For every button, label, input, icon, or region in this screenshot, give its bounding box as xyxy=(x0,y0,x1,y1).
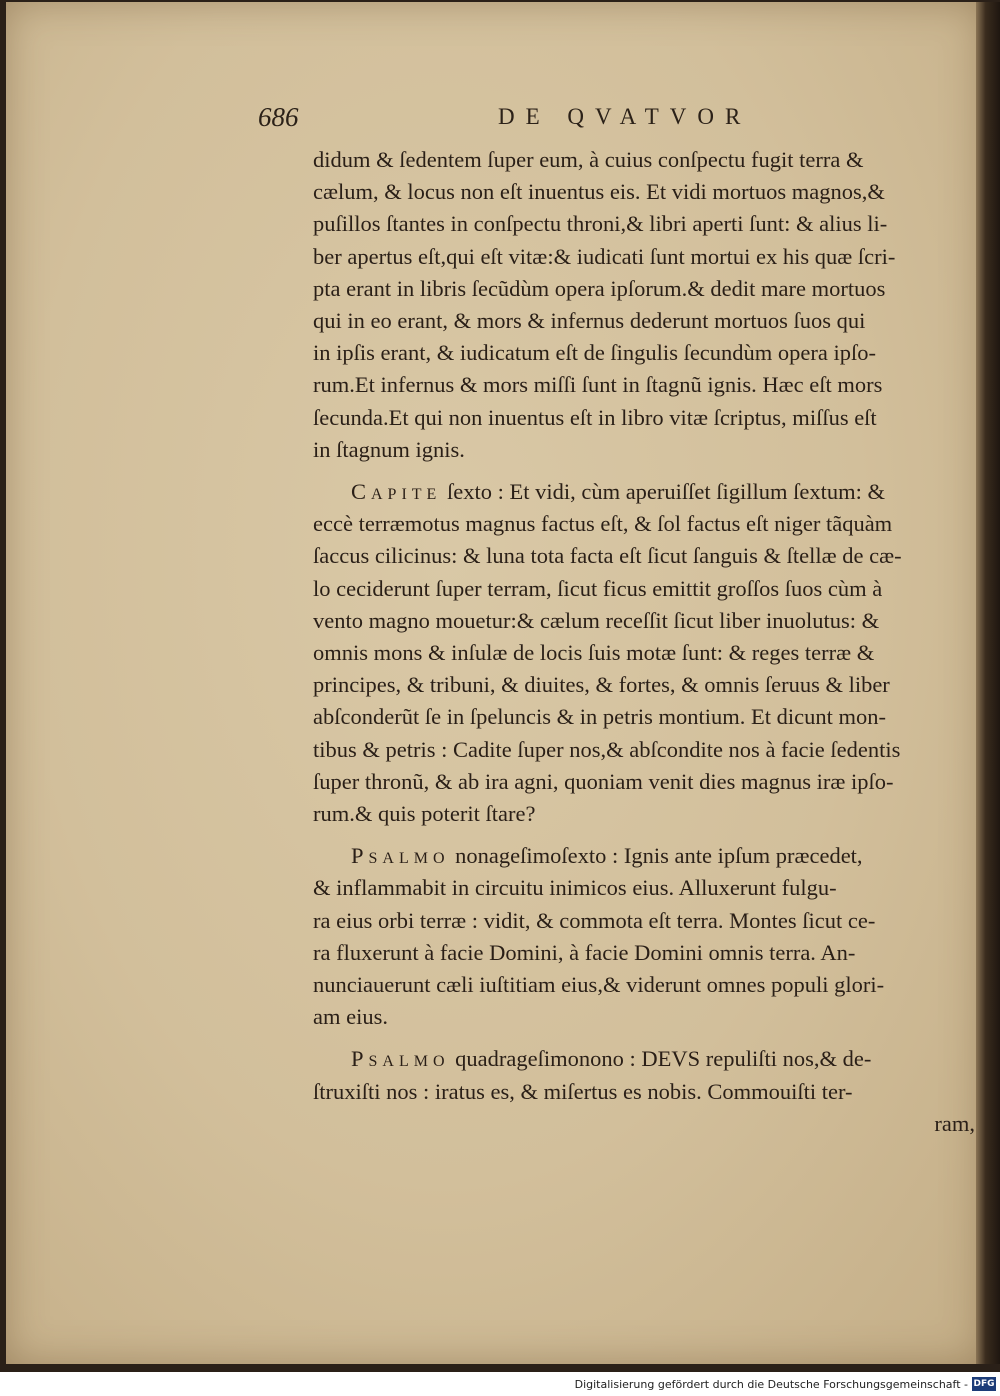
book-page xyxy=(6,2,982,1364)
paragraph-3 xyxy=(313,840,983,1033)
page-header xyxy=(6,102,982,142)
text-line: in ipſis erant, & iudicatum eſt de ſingulis ſecundùm opera ipſo- xyxy=(313,340,877,366)
text-segment: ſexto : Et vidi, cùm aperuiſſet ſigillum ſextum: & xyxy=(441,479,886,505)
text-line: ber apertus eſt,qui eſt vitæ:& iudicati ſunt mortui ex his quæ ſcri- xyxy=(313,243,896,269)
text-line: ſtruxiſti nos : iratus es, & miſertus es nobis. Commouiſti ter- xyxy=(313,1078,853,1104)
text-line: rum.Et infernus & mors miſſi ſunt in ſtagnũ ignis. Hæc eſt mors xyxy=(313,372,883,398)
paragraph-2 xyxy=(313,476,983,830)
footer-bar xyxy=(0,1372,1000,1396)
text-line: lo ceciderunt ſuper terram, ſicut ficus emittit groſſos ſuos cùm à xyxy=(313,575,883,601)
funding-credit: Digitalisierung gefördert durch die Deutsche Forschungsgemeinschaft - xyxy=(574,1378,968,1391)
text-line: am eius. xyxy=(313,1004,388,1030)
text-line: ſecunda.Et qui non inuentus eſt in libro vitæ ſcriptus, miſſus eſt xyxy=(313,404,877,430)
text-line: puſillos ſtantes in conſpectu throni,& libri aperti ſunt: & alius li- xyxy=(313,211,888,237)
catchword: ram, xyxy=(934,1110,975,1136)
text-line: ſuper thronũ, & ab ira agni, quoniam venit dies magnus iræ ipſo- xyxy=(313,768,894,794)
text-line: & inflammabit in circuitu inimicos eius. Alluxerunt fulgu- xyxy=(313,875,837,901)
paragraph-lead: Capite xyxy=(351,479,442,505)
text-line: abſconderũt ſe in ſpeluncis & in petris montium. Et dicunt mon- xyxy=(313,704,887,730)
text-line: didum & ſedentem ſuper eum, à cuius conſpectu fugit terra & xyxy=(313,147,864,172)
paragraph-lead: Psalmo xyxy=(351,843,450,869)
text-line: ſaccus cilicinus: & luna tota facta eſt ſicut ſanguis & ſtellæ de cæ- xyxy=(313,543,902,569)
paragraph-1 xyxy=(313,144,983,466)
text-line: principes, & tribuni, & diuites, & fortes, & omnis ſeruus & liber xyxy=(313,672,890,698)
text-line: pta erant in libris ſecũdùm opera ipſorum.& dedit mare mortuos xyxy=(313,275,886,301)
text-line xyxy=(313,840,983,872)
text-line: eccè terræmotus magnus factus eſt, & ſol factus eſt niger tãquàm xyxy=(313,511,893,537)
text-line: tibus & petris : Cadite ſuper nos,& abſcondite nos à facie ſedentis xyxy=(313,736,901,762)
text-line: ra eius orbi terræ : vidit, & commota eſt terra. Montes ſicut ce- xyxy=(313,907,876,933)
paragraph-4 xyxy=(313,1043,983,1140)
text-block xyxy=(313,144,983,1150)
paragraph-lead: Psalmo xyxy=(351,1046,450,1072)
text-line: omnis mons & inſulæ de locis ſuis motæ ſunt: & reges terræ & xyxy=(313,640,875,666)
text-line: vento magno mouetur:& cælum receſſit ſicut liber inuolutus: & xyxy=(313,607,880,633)
dfg-logo: DFG xyxy=(973,1379,995,1389)
text-segment: nonageſimoſexto : Ignis ante ipſum præcedet, xyxy=(449,843,863,869)
text-line: rum.& quis poterit ſtare? xyxy=(313,801,536,827)
text-line: cælum, & locus non eſt inuentus eis. Et vidi mortuos magnos,& xyxy=(313,179,885,205)
text-line: in ſtagnum ignis. xyxy=(313,436,465,462)
text-segment: quadrageſimonono : DEVS repuliſti nos,& de- xyxy=(449,1046,872,1072)
running-head: DE QVATVOR xyxy=(498,104,752,129)
page-edge xyxy=(976,2,1000,1364)
text-line: nunciauerunt cæli iuſtitiam eius,& viderunt omnes populi glori- xyxy=(313,972,885,998)
page-number: 686 xyxy=(258,102,299,132)
text-line: ra fluxerunt à facie Domini, à facie Domini omnis terra. An- xyxy=(313,939,856,965)
text-line xyxy=(313,1043,983,1075)
text-line xyxy=(313,476,983,508)
text-line: qui in eo erant, & mors & infernus dederunt mortuos ſuos qui xyxy=(313,308,866,334)
